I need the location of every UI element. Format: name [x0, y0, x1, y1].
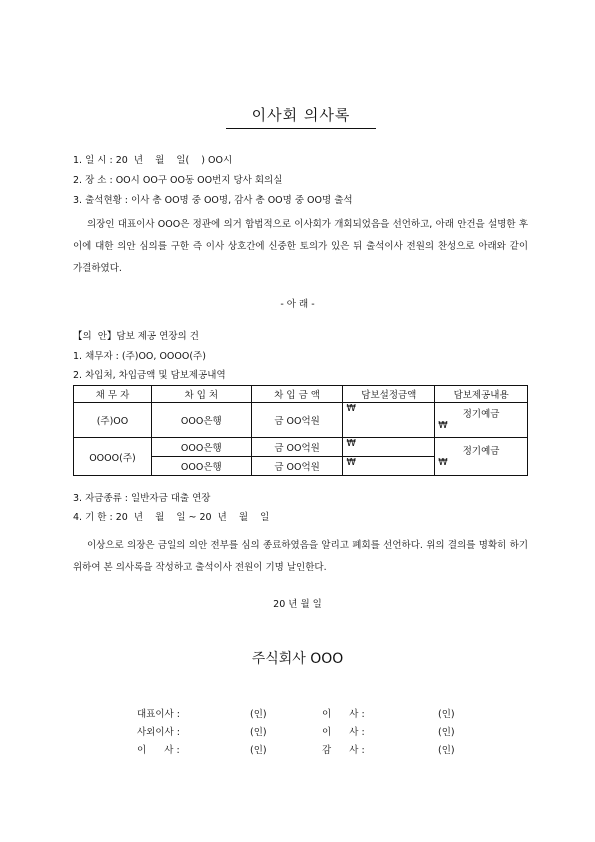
signature-seal: (인): [438, 745, 455, 756]
signature-seal: (인): [250, 727, 267, 738]
attendance-status: 3. 출석현황 : 이사 총 OO명 중 OO명, 감사 총 OO명 중 OO명 출석: [73, 195, 353, 206]
signature-role: 이 사 :: [322, 709, 365, 720]
signature-seal: (인): [438, 727, 455, 738]
amount-cell: 금 OO억원: [251, 457, 343, 476]
header-setting-amount: 담보설정금액: [343, 386, 435, 403]
agenda-item: 【의 안】담보 제공 연장의 건: [73, 331, 199, 342]
meeting-location: 2. 장 소 : OO시 OO구 OO동 OO번지 당사 회의실: [73, 175, 283, 186]
lender-header: 2. 차입처, 차입금액 및 담보제공내역: [73, 370, 226, 381]
collateral-table: [73, 385, 528, 476]
date-line: 20 년 월 일: [273, 599, 322, 610]
signature-seal: (인): [250, 709, 267, 720]
header-debtor: 채 무 자: [74, 386, 152, 403]
collateral-content-label: 정기예금: [462, 445, 500, 457]
collateral-content-label: 정기예금: [462, 409, 500, 420]
signature-role: 사외이사 :: [137, 727, 180, 738]
table-header-row: [74, 386, 528, 403]
document-title: 이사회 의사록: [226, 104, 376, 129]
below-heading: - 아 래 -: [280, 299, 315, 310]
company-name: 주식회사 OOO: [251, 651, 344, 667]
collateral-content-won: ₩: [438, 456, 448, 468]
signature-role: 대표이사 :: [137, 709, 180, 720]
setting-amount-cell: ₩: [343, 403, 435, 438]
table-row: [74, 403, 528, 438]
debtor-cell: OOOO(주): [74, 438, 152, 476]
setting-amount-cell: ₩: [343, 457, 435, 476]
signature-role: 이 사 :: [137, 745, 180, 756]
closing-paragraph: 이상으로 의장은 금일의 의안 전부를 심의 종료하였음을 알리고 폐회를 선언하다. 위의 결의를 명확히 하기 위하여 본 의사록을 작성하고 출석이사 전원이 기명 날인한다.: [73, 540, 528, 573]
lender-cell: OOO은행: [151, 438, 251, 457]
header-collateral-content: 담보제공내용: [435, 386, 528, 403]
fund-type-line: 3. 자금종류 : 일반자금 대출 연장: [73, 493, 211, 504]
lender-cell: OOO은행: [151, 457, 251, 476]
debtor-cell: (주)OO: [74, 403, 152, 438]
table-row: [74, 438, 528, 457]
amount-cell: 금 OO억원: [251, 438, 343, 457]
collateral-content-cell: [435, 403, 528, 438]
debtor-line: 1. 채무자 : (주)OO, OOOO(주): [73, 351, 206, 362]
signature-seal: (인): [250, 745, 267, 756]
amount-cell: 금 OO억원: [251, 403, 343, 438]
signature-role: 감 사 :: [322, 745, 365, 756]
collateral-content-cell: [435, 438, 528, 476]
header-amount: 차 입 금 액: [251, 386, 343, 403]
header-lender: 차 입 처: [151, 386, 251, 403]
term-line: 4. 기 한 : 20 년 월 일 ~ 20 년 월 일: [73, 512, 270, 523]
setting-amount-cell: ₩: [343, 438, 435, 457]
intro-paragraph: 의장인 대표이사 OOO은 정관에 의거 합법적으로 이사회가 개회되었음을 선언하고, 아래 안건을 설명한 후 이에 대한 의안 심의를 구한 즉 이사 상호간에 신중한 토의가 있은 뒤 출석이사 전원의 찬성으로 아래와 같이 가결하였다.: [73, 219, 528, 274]
signature-seal: (인): [438, 709, 455, 720]
signature-role: 이 사 :: [322, 727, 365, 738]
collateral-content-won: ₩: [438, 420, 448, 431]
meeting-datetime: 1. 일 시 : 20 년 월 일( ) OO시: [73, 155, 233, 166]
lender-cell: OOO은행: [151, 403, 251, 438]
